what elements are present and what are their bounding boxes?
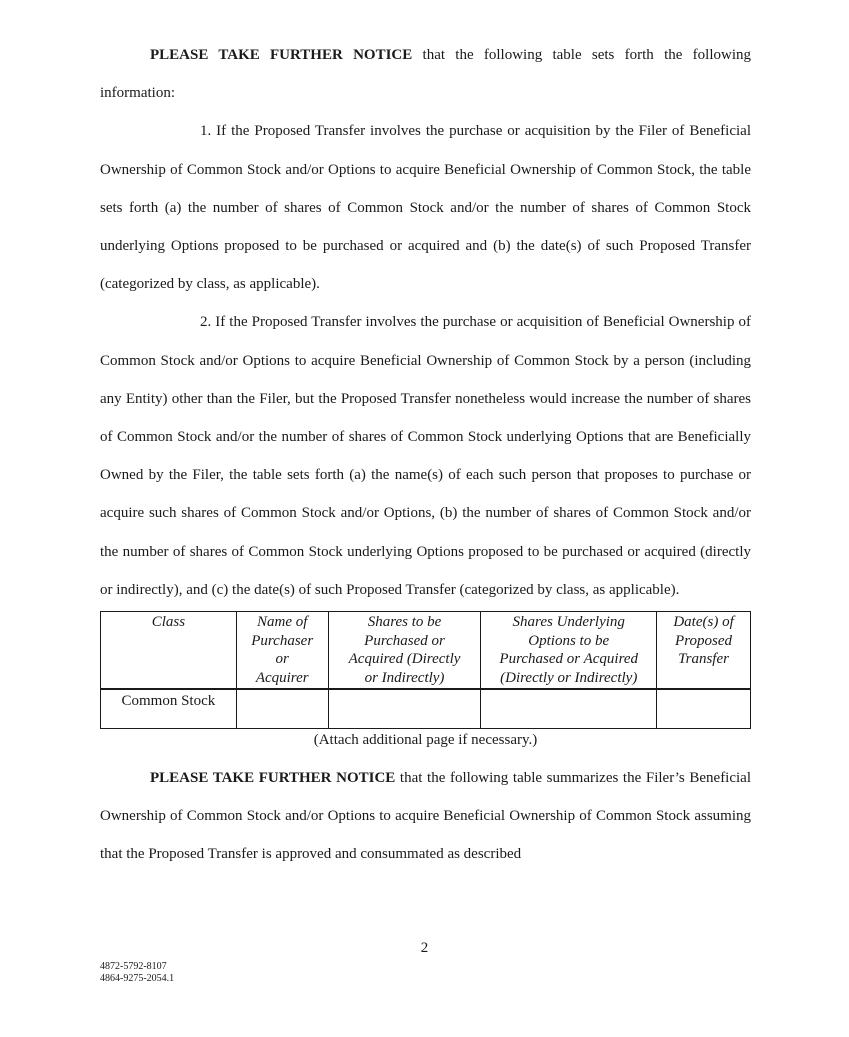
cell-dates: [657, 689, 751, 729]
notice-paragraph-1: [100, 36, 751, 112]
header-name-of-purchaser: Name of Purchaser or Acquirer: [236, 612, 328, 689]
document-body: [100, 36, 751, 873]
notice-heading-1: PLEASE TAKE FURTHER NOTICE: [150, 47, 413, 63]
cell-class: Common Stock: [101, 689, 237, 729]
notice-paragraph-2: [100, 759, 751, 874]
document-id-2: 4864-9275-2054.1: [100, 973, 175, 984]
item-2-paragraph: 2. If the Proposed Transfer involves the purchase or acquisition of Beneficial Ownership of Common Stock and/or Options to acquire Beneficial Ownership of Common Stock by a person (including any Entity) other than the Filer, but the Proposed Transfer nonetheless would increase the number of shares of Common Stock and/or the number of shares of Common Stock underlying Options that are Beneficially Owned by the Filer, the table sets forth (a) the name(s) of each such person that proposes to purchase or acquire such shares of Common Stock and/or Options, (b) the number of shares of Common Stock and/or the number of shares of Common Stock underlying Options proposed to be purchased or acquired (directly or indirectly), and (c) the date(s) of such Proposed Transfer (categorized by class, as applicable).: [100, 314, 751, 598]
item-1-paragraph: 1. If the Proposed Transfer involves the purchase or acquisition by the Filer of Beneficial Ownership of Common Stock and/or Options to acquire Beneficial Ownership of Common Stock, the table sets forth (a) the number of shares of Common Stock and/or the number of shares of Common Stock underlying Options proposed to be purchased or acquired and (b) the date(s) of such Proposed Transfer (categorized by class, as applicable).: [100, 123, 751, 293]
table-header-row: [101, 612, 751, 689]
page-number: 2: [420, 940, 429, 956]
cell-shares: [328, 689, 481, 729]
table-row: [101, 689, 751, 729]
header-shares-to-be-purchased: Shares to be Purchased or Acquired (Directly or Indirectly): [328, 612, 481, 689]
proposed-transfer-table: [100, 611, 751, 729]
notice-text-2: that the following table summarizes the Filer’s Beneficial Ownership of Common Stock and/or Options to acquire Beneficial Ownership of Common Stock assuming that the Proposed Transfer is approved and consummated as described: [100, 769, 752, 862]
attach-note: (Attach additional page if necessary.): [313, 731, 538, 748]
document-ids: [100, 961, 174, 985]
document-id-1: 4872-5792-8107: [100, 961, 167, 972]
header-shares-underlying-options: Shares Underlying Options to be Purchased or Acquired (Directly or Indirectly): [481, 612, 657, 689]
notice-text-1: that the following table sets forth the following information:: [100, 47, 751, 102]
notice-heading-2: PLEASE TAKE FURTHER NOTICE: [150, 769, 396, 786]
cell-options: [481, 689, 657, 729]
header-class: Class: [101, 612, 237, 689]
cell-purchaser: [236, 689, 328, 729]
header-dates-of-transfer: Date(s) of Proposed Transfer: [657, 612, 751, 689]
